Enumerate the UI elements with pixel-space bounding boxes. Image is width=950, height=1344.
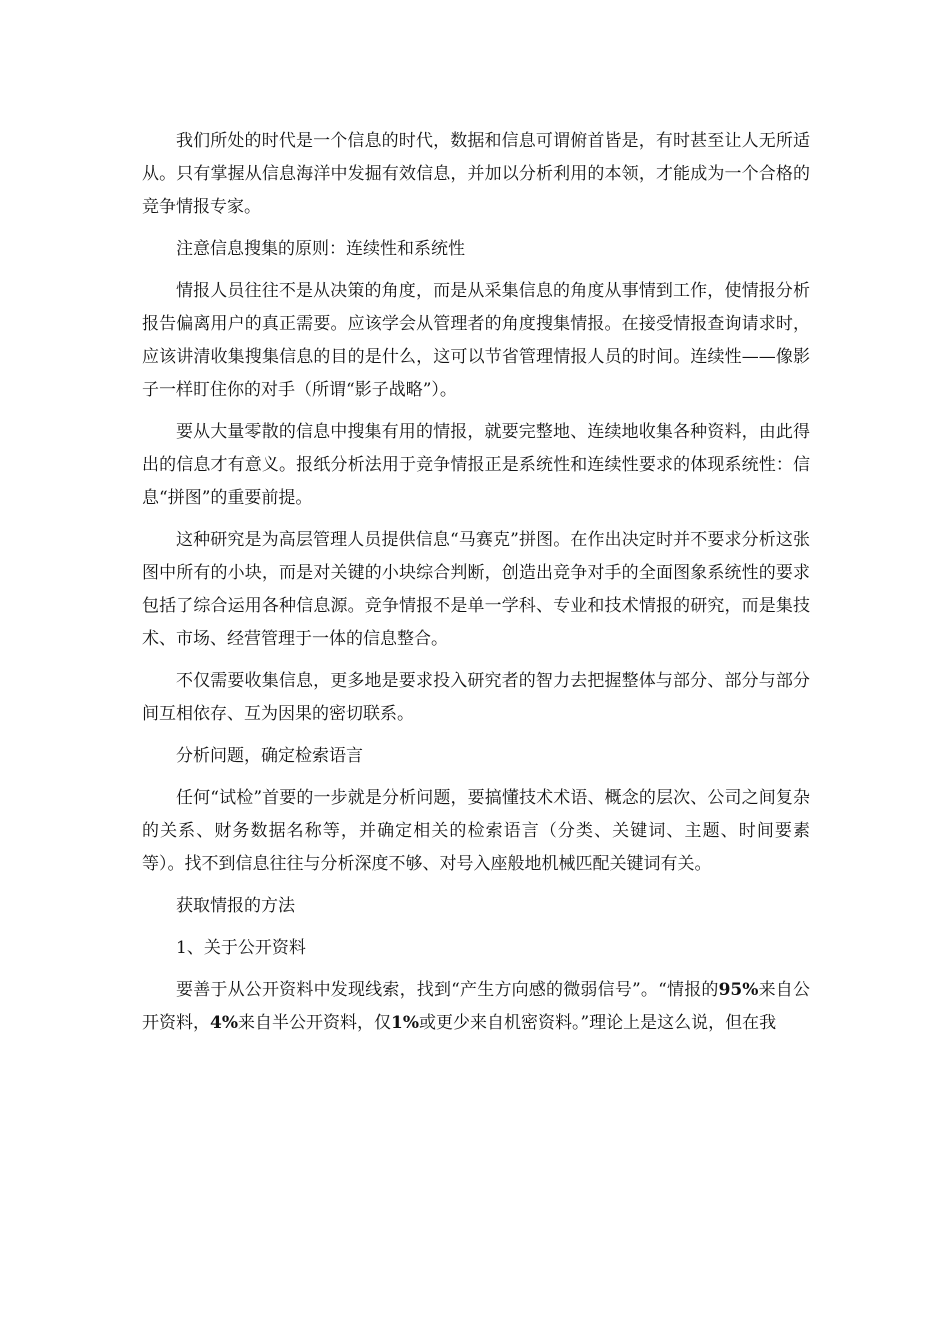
paragraph: 任何“试检”首要的一步就是分析问题，要搞懂技术术语、概念的层次、公司之间复杂的关系、财务数据名称等，并确定相关的检索语言（分类、关键词、主题、时间要素等）。找不到信息往往与分析深度不够、对号入座般地机械匹配关键词有关。 bbox=[142, 788, 810, 874]
subsection-heading: 1、关于公开资料 bbox=[176, 938, 306, 958]
document-body bbox=[142, 125, 810, 1049]
paragraph: 这种研究是为高层管理人员提供信息“马赛克”拼图。在作出决定时并不要求分析这张图中所有的小块，而是对关键的小块综合判断，创造出竞争对手的全面图象系统性的要求包括了综合运用各种信息源。竞争情报不是单一学科、专业和技术情报的研究，而是集技术、市场、经营管理于一体的信息整合。 bbox=[142, 530, 810, 649]
section-heading: 获取情报的方法 bbox=[176, 896, 295, 916]
percentage-1: 1% bbox=[390, 1013, 419, 1033]
paragraph: 我们所处的时代是一个信息的时代，数据和信息可谓俯首皆是，有时甚至让人无所适从。只有掌握从信息海洋中发掘有效信息，并加以分析利用的本领，才能成为一个合格的竞争情报专家。 bbox=[142, 131, 810, 217]
percentage-4: 4% bbox=[210, 1013, 238, 1033]
paragraph: 不仅需要收集信息，更多地是要求投入研究者的智力去把握整体与部分、部分与部分间互相依存、互为因果的密切联系。 bbox=[142, 671, 810, 724]
text-run: 或更少来自机密资料。”理论上是这么说，但在我 bbox=[418, 1013, 777, 1033]
paragraph-last bbox=[142, 974, 810, 1040]
text-run: 要善于从公开资料中发现线索，找到“产生方向感的微弱信号”。“情报的 bbox=[176, 980, 719, 1000]
text-run: 来自公开资料， bbox=[142, 980, 810, 1033]
paragraph: 情报人员往往不是从决策的角度，而是从采集信息的角度从事情到工作，使情报分析报告偏离用户的真正需要。应该学会从管理者的角度搜集情报。在接受情报查询请求时，应该讲清收集搜集信息的目的是什么，这可以节省管理情报人员的时间。连续性——像影子一样盯住你的对手（所谓“影子战略”）。 bbox=[142, 281, 810, 400]
paragraph: 要从大量零散的信息中搜集有用的情报，就要完整地、连续地收集各种资料，由此得出的信息才有意义。报纸分析法用于竞争情报正是系统性和连续性要求的体现系统性：信息“拼图”的重要前提。 bbox=[142, 422, 810, 508]
text-run: 来自半公开资料，仅 bbox=[237, 1013, 391, 1033]
section-heading: 注意信息搜集的原则：连续性和系统性 bbox=[176, 239, 465, 259]
section-heading: 分析问题，确定检索语言 bbox=[176, 746, 363, 766]
percentage-95: 95% bbox=[718, 980, 759, 1000]
